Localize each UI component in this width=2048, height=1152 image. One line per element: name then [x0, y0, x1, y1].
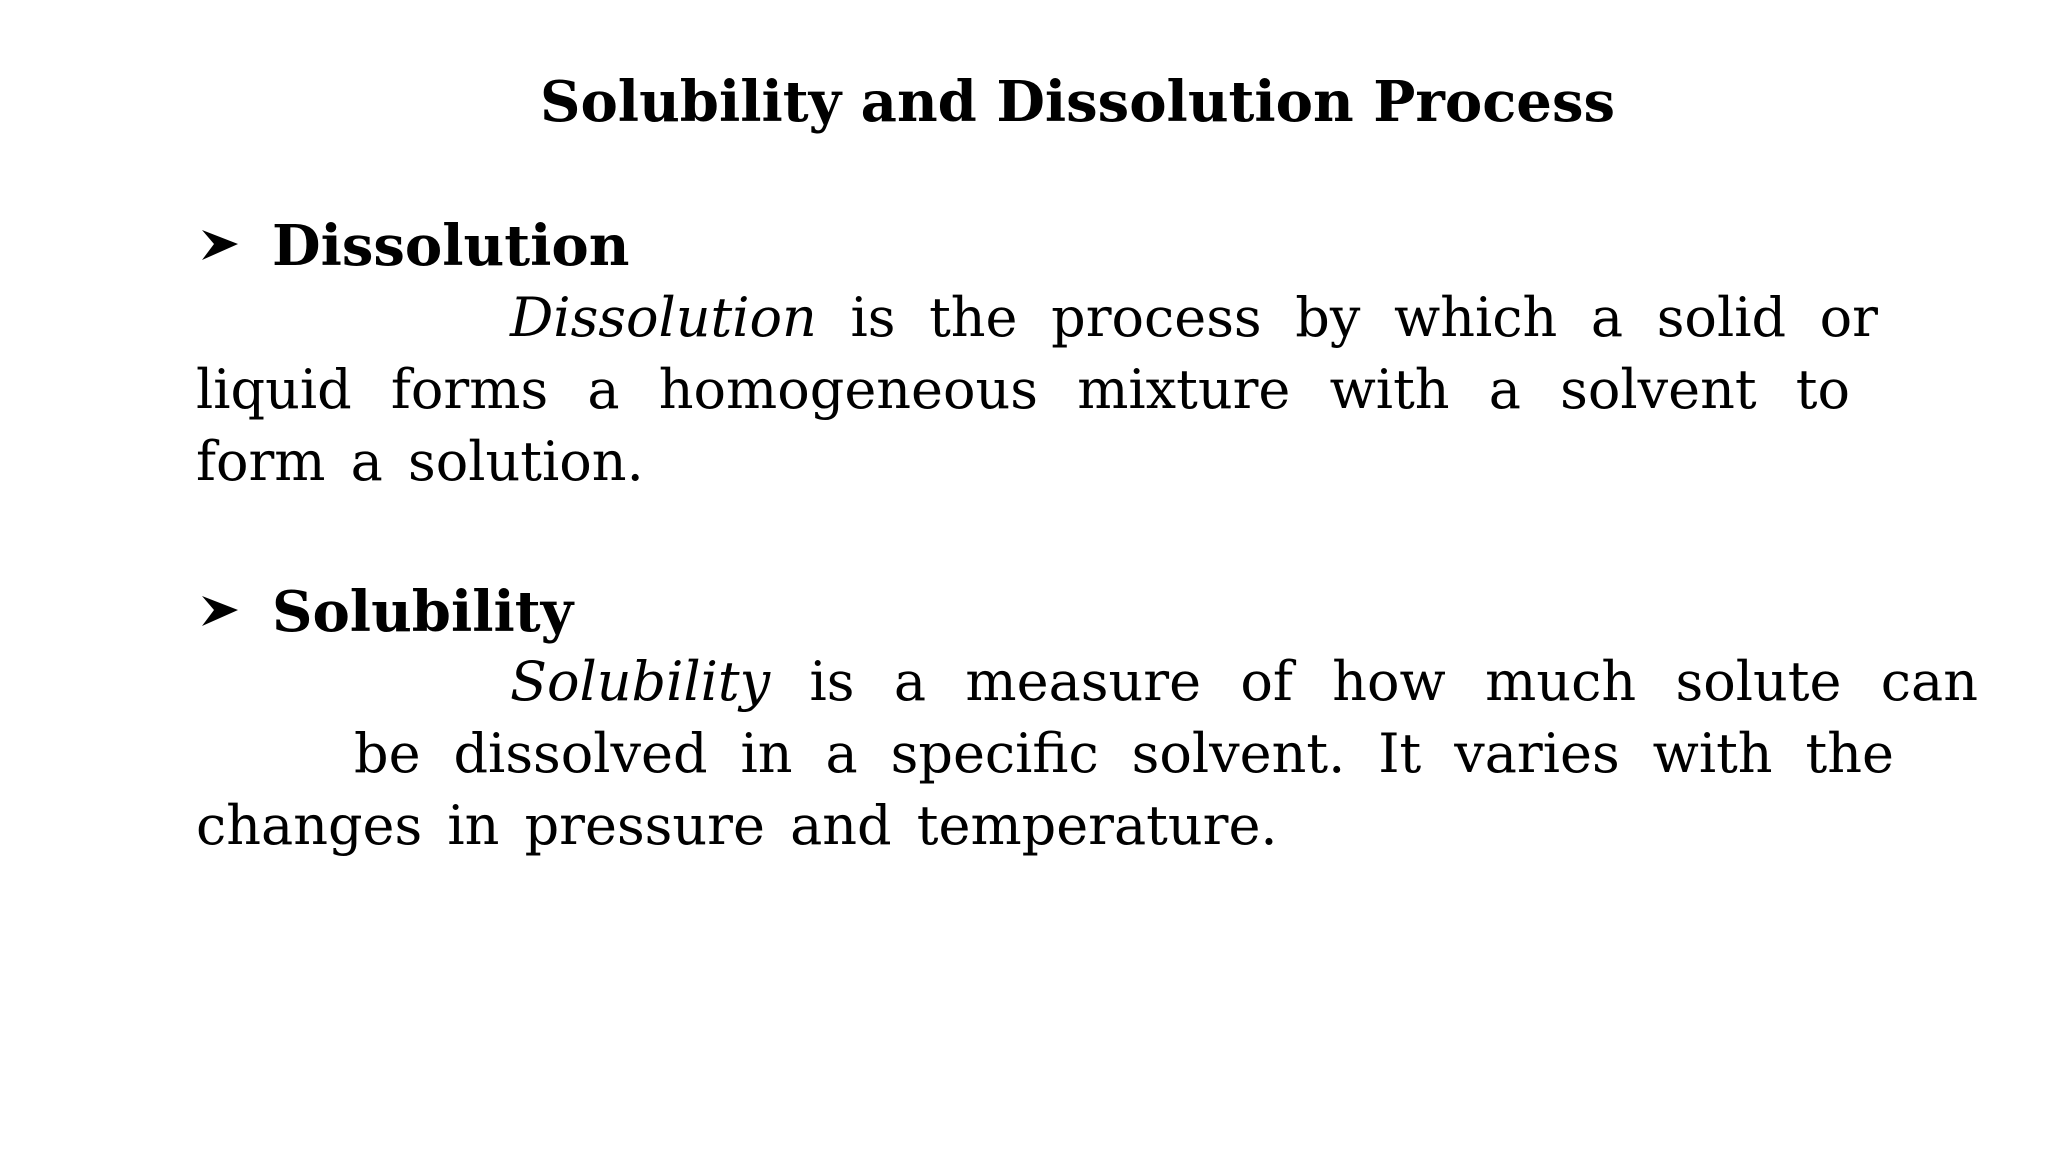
slide-title: Solubility and Dissolution Process	[540, 69, 1615, 135]
section-heading-solubility	[196, 578, 573, 646]
paragraph-line-2: liquid forms a homogeneous mixture with a solvent to	[196, 358, 1850, 421]
paragraph-line-3: changes in pressure and temperature.	[196, 794, 1278, 857]
paragraph-text: is the process by which a solid or	[850, 286, 1878, 349]
section-heading-dissolution	[196, 212, 629, 280]
section-heading-label: Dissolution	[272, 213, 630, 279]
paragraph-line-1	[510, 650, 1978, 714]
defined-term: Solubility	[510, 650, 771, 713]
section-heading-label: Solubility	[272, 579, 574, 645]
defined-term: Dissolution	[510, 286, 817, 349]
paragraph-line-2: be dissolved in a specific solvent. It varies with the	[354, 722, 1894, 785]
paragraph-line-1	[510, 286, 1878, 350]
paragraph-line-3: form a solution.	[196, 430, 644, 493]
paragraph-text: is a measure of how much solute can	[809, 650, 1979, 713]
